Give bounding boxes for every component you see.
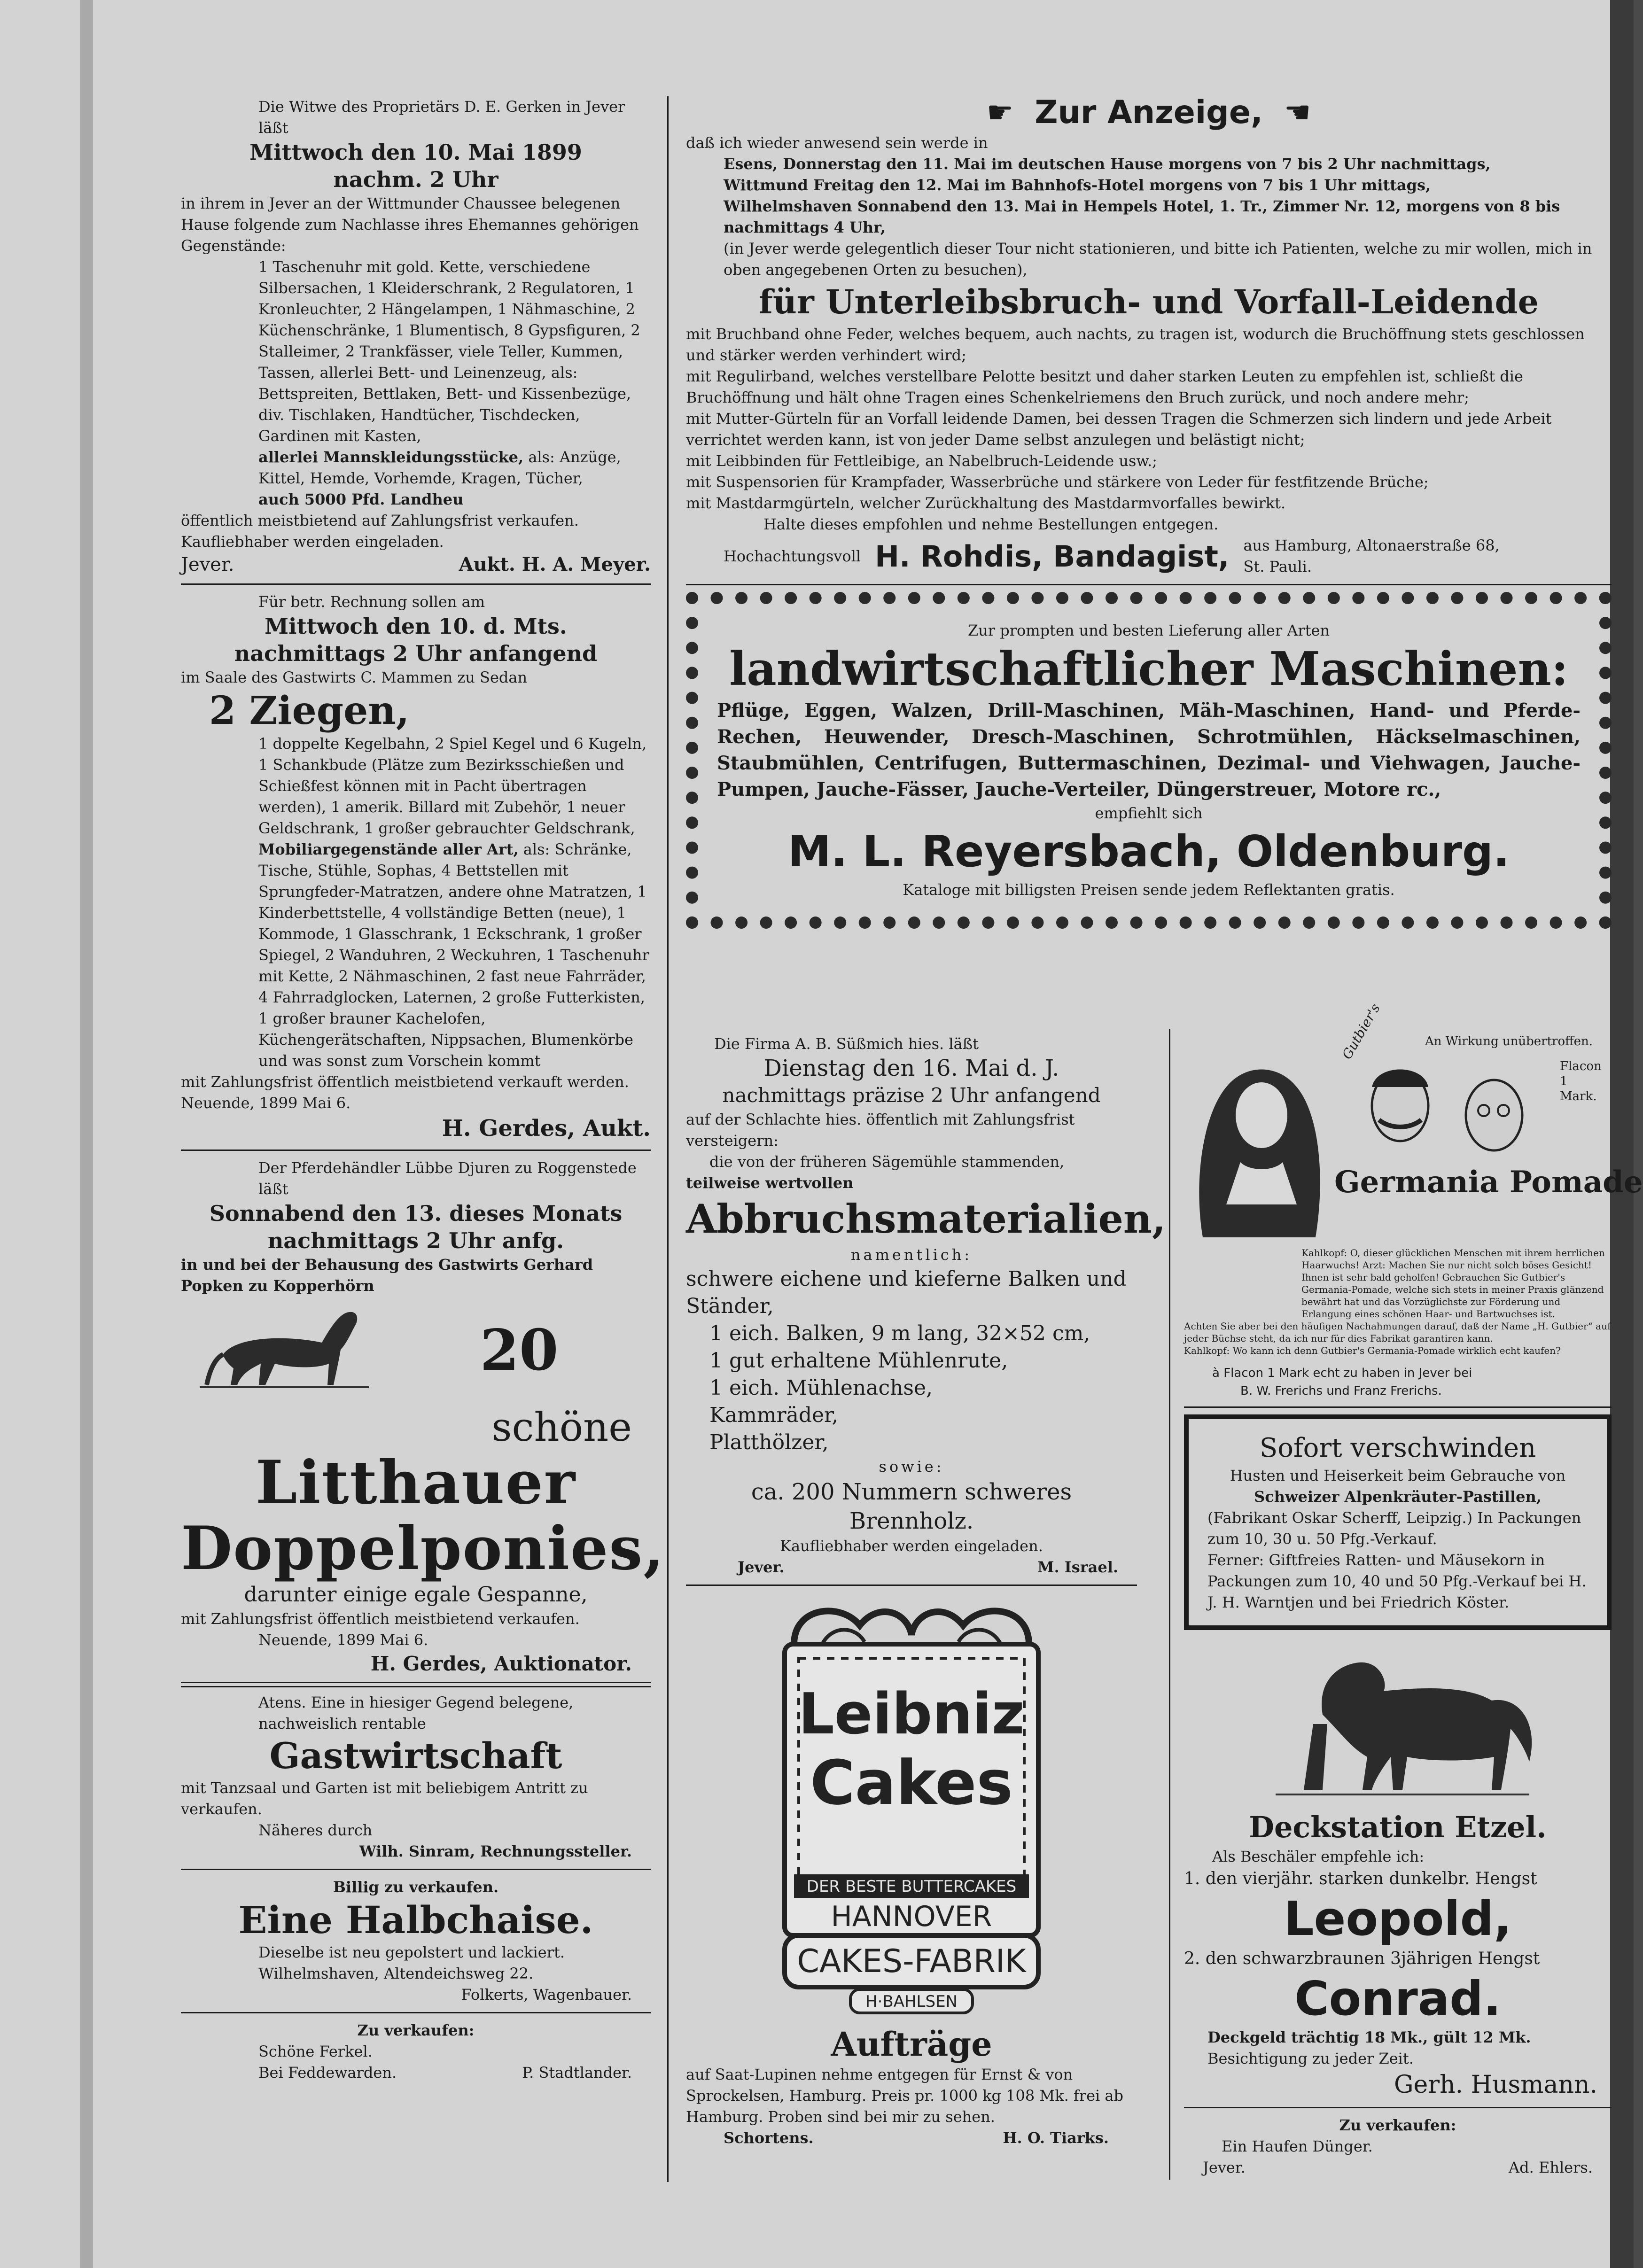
logo-word1: Leibniz	[798, 1682, 1025, 1747]
ad-dateline: Neuende, 1899 Mai 6.	[181, 1094, 351, 1112]
ad-name: H. Rohdis, Bandagist,	[875, 539, 1230, 574]
ad-signature: Gerh. Husmann.	[1394, 2071, 1597, 2099]
ad-headline: 2 Ziegen,	[209, 688, 410, 733]
ad-line: Wittmund Freitag den 12. Mai im Bahnhofs-Hotel morgens von 7 bis 1 Uhr mittags,	[724, 176, 1431, 194]
ad-dateline: Neuende, 1899 Mai 6.	[258, 1631, 428, 1649]
ad-time: nachmittags präzise 2 Uhr anfangend	[722, 1084, 1101, 1107]
ad-headline: Aufträge	[831, 2025, 992, 2064]
ad-mammen-auction	[181, 591, 651, 1143]
ad-sale: öffentlich meistbietend auf Zahlungsfrist verkaufen.	[181, 512, 579, 529]
ad-name-line1: Litthauer	[255, 1448, 576, 1517]
ad-headline: Eine Halbchaise.	[238, 1898, 593, 1942]
ad-line: (in Jever werde gelegentlich dieser Tour nicht stationieren, und bitte ich Patienten, welche zu mir wollen, mich in oben angegebenen Orten zu besuchen),	[724, 240, 1592, 279]
ad-signature: H. O. Tiarks.	[1003, 2129, 1109, 2147]
ad-line: Wilhelmshaven Sonnabend den 13. Mai in Hempels Hotel, 1. Tr., Zimmer Nr. 12, morgens von 8 bis nachmittags 4 Uhr,	[724, 197, 1560, 236]
ad-item: mit Suspensorien für Krampfader, Wasserbrüche und stärkere von Leder für festfitzende Brüche;	[686, 473, 1429, 491]
ad-signature: Folkerts, Wagenbauer.	[461, 1986, 632, 2004]
ad-address: Wilhelmshaven, Altendeichsweg 22.	[258, 1965, 534, 1982]
ad-names: B. W. Frerichs und Franz Frerichs.	[1240, 1384, 1442, 1398]
ad-footer: Kataloge mit billigsten Preisen sende jedem Reflektanten gratis.	[903, 881, 1395, 899]
ad-clothes-label: allerlei Mannskleidungsstücke,	[258, 448, 524, 466]
ad-time: nachmittags 2 Uhr anfangend	[234, 641, 598, 666]
ad-signature: Aukt. H. A. Meyer.	[459, 553, 651, 575]
ad-text: Kahlkopf: O, dieser glücklichen Menschen mit ihrem herrlichen Haarwuchs! Arzt: Machen Sie nur nicht solch böses Gesicht! Ihnen ist sehr bald geholfen! Gebrauchen Sie Gutbier's Germania-Pomade, welche sich stets in meiner Praxis glänzend bewährt hat und das Vorzüglichste zur Förderung und Erlangung eines schönen Haar- und Bartwuchses ist.	[1301, 1247, 1605, 1320]
ad-line: Esens, Donnerstag den 11. Mai im deutschen Hause morgens von 7 bis 2 Uhr nachmittags,	[724, 155, 1491, 173]
leibniz-cakes-emblem	[766, 1592, 1057, 2025]
ad-question: Kahlkopf: Wo kann ich denn Gutbier's Germania-Pomade wirklich echt kaufen?	[1184, 1345, 1561, 1356]
ad-germania-pomade	[1184, 1001, 1643, 1400]
divider	[686, 1584, 1137, 1586]
ad-date: Sonnabend den 13. dieses Monats	[209, 1201, 623, 1226]
ad-place: Bei Feddewarden.	[258, 2064, 397, 2082]
ad-partly: teilweise wertvollen	[686, 1174, 854, 1192]
ad-fee: Deckgeld trächtig 18 Mk., gült 12 Mk.	[1207, 2028, 1531, 2046]
ad-stallion2: 2. den schwarzbraunen 3jährigen Hengst	[1184, 1949, 1540, 1968]
ad-date: Mittwoch den 10. Mai 1899	[249, 140, 582, 165]
divider	[1184, 2107, 1612, 2108]
divider	[686, 584, 1612, 585]
ad-headline: Germania Pomade	[1334, 1165, 1643, 1200]
ad-brand: Gutbier's	[1339, 1001, 1383, 1062]
logo-city: HANNOVER	[831, 1900, 992, 1933]
ad-address: aus Hamburg, Altonaerstraße 68, St. Pauli.	[1243, 536, 1500, 575]
ad-stallion1-name: Leopold,	[1284, 1891, 1512, 1946]
ad-greeting: Hochachtungsvoll	[724, 547, 861, 565]
ad-extra: auch 5000 Pfd. Landheu	[258, 490, 464, 508]
ad-venue: in und bei der Behausung des Gastwirts Gerhard Popken zu Kopperhörn	[181, 1256, 593, 1295]
ad-gerken-auction	[181, 96, 651, 577]
ad-leibniz	[686, 1592, 1137, 2149]
divider	[181, 2012, 651, 2013]
ad-intro: Die Witwe des Proprietärs D. E. Gerken in Jever läßt	[258, 98, 625, 137]
ad-item: mit Leibbinden für Fettleibige, an Nabelbruch-Leidende usw.;	[686, 452, 1157, 470]
middle-column	[686, 1033, 1166, 2180]
divider	[181, 583, 651, 585]
logo-word2: Cakes	[810, 1747, 1013, 1818]
ad-date: Dienstag den 16. Mai d. J.	[763, 1055, 1059, 1081]
ad-item: mit Regulirband, welches verstellbare Pelotte besitzt und daher starken Leuten zu empfehlen ist, schließt die Bruchöffnung und hält ohne Tragen eines Schenkelriemens den Bruch zurück, und noch andere mehr;	[686, 367, 1523, 406]
ad-sub: darunter einige egale Gespanne,	[244, 1583, 588, 1607]
ad-time: nachm. 2 Uhr	[333, 167, 498, 192]
ad-more: Näheres durch	[258, 1821, 373, 1839]
ad-body: mit Tanzsaal und Garten ist mit beliebigem Antritt zu verkaufen.	[181, 1779, 588, 1818]
ad-recommends: empfiehlt sich	[1095, 804, 1203, 822]
ad-item: Schöne Ferkel.	[258, 2043, 373, 2060]
ad-tagline: An Wirkung unübertroffen.	[1425, 1034, 1593, 1049]
ad-wood: ca. 200 Nummern schweres Brennholz.	[751, 1479, 1072, 1534]
ad-intro: Die Firma A. B. Süßmich hies. läßt	[714, 1035, 979, 1053]
ad-djuren-ponies	[181, 1157, 665, 1677]
ad-time: nachmittags 2 Uhr anfg.	[267, 1228, 564, 1253]
ad-signature: Wilh. Sinram, Rechnungssteller.	[359, 1842, 632, 1860]
logo-fab: CAKES-FABRIK	[797, 1943, 1026, 1980]
ad-halbchaise	[181, 1877, 651, 2005]
ad-headline: Abbruchsmaterialien,	[686, 1196, 1166, 1242]
ad-duenger	[1184, 2115, 1612, 2178]
divider	[1184, 1406, 1612, 1408]
ad-intro: Zur prompten und besten Lieferung aller Arten	[967, 621, 1330, 639]
ad-adjective: schöne	[491, 1404, 632, 1450]
ad-items: 1 doppelte Kegelbahn, 2 Spiel Kegel und 6 Kugeln, 1 Schankbude (Plätze zum Bezirksschießen und Schießfest können mit in Pacht übertragen werden), 1 amerik. Billard mit Zubehör, 1 neuer Geldschrank, 1 großer gebrauchter Geldschrank,	[258, 735, 647, 837]
ad-place: Jever.	[181, 554, 234, 575]
ad-place: Jever.	[1203, 2159, 1246, 2176]
ad-sofort	[1184, 1414, 1612, 1630]
ad-headline: Gastwirtschaft	[269, 1735, 562, 1777]
ad-ferkel	[181, 2020, 651, 2083]
ad-sale: mit Zahlungsfrist öffentlich meistbietend verkauft werden.	[181, 1073, 629, 1091]
ad-list: Pflüge, Eggen, Walzen, Drill-Maschinen, Mäh-Maschinen, Hand- und Pferde-Rechen, Heuwender, Dresch-Maschinen, Schrotmühlen, Häckselmaschinen, Staubmühlen, Centrifugen, Buttermaschinen, Dezimal- und Viehwagen, Jauche-Pumpen, Jauche-Fässer, Jauche-Verteiler, Düngerstreuer, Motore rc.,	[717, 699, 1581, 800]
logo-tag: DER BESTE BUTTERCAKES	[806, 1877, 1017, 1896]
ad-body: Dieselbe ist neu gepolstert und lackiert.	[258, 1943, 565, 1961]
ad-line: (Fabrikant Oskar Scherff, Leipzig.) In Packungen zum 10, 30 u. 50 Pfg.-Verkauf.	[1207, 1509, 1581, 1548]
ad-body: in ihrem in Jever an der Wittmunder Chaussee belegenen Hause folgende zum Nachlasse ihres Ehemannes gehörigen Gegenstände:	[181, 194, 639, 255]
ad-line: daß ich wieder anwesend sein werde in	[686, 134, 988, 152]
ad-signature: M. Israel.	[1037, 1558, 1118, 1576]
ad-view: Besichtigung zu jeder Zeit.	[1207, 2050, 1414, 2067]
ad-sale: mit Zahlungsfrist öffentlich meistbietend verkaufen.	[181, 1610, 580, 1628]
ad-item: schwere eichene und kieferne Balken und Ständer,	[686, 1267, 1127, 1318]
ad-item: Platthölzer,	[709, 1430, 829, 1454]
ad-intro: Als Beschäler empfehle ich:	[1212, 1848, 1425, 1865]
ad-headline: Deckstation Etzel.	[1249, 1810, 1547, 1844]
ad-item: Kammräder,	[709, 1403, 839, 1427]
ad-intro: Zu verkaufen:	[1339, 2116, 1456, 2134]
ad-intro: Für betr. Rechnung sollen am	[258, 593, 485, 611]
ad-place: Schortens.	[724, 2129, 814, 2147]
right-top-column	[686, 94, 1612, 1012]
ad-line: Ferner: Giftfreies Ratten- und Mäusekorn in Packungen zum 10, 40 und 50 Pfg.-Verkauf bei H. J. H. Warntjen und bei Friedrich Köster.	[1207, 1551, 1587, 1611]
ad-intro: Billig zu verkaufen.	[333, 1878, 499, 1896]
divider	[181, 1869, 651, 1870]
horse-illustration	[181, 1298, 388, 1403]
ad-item: 1 eich. Balken, 9 m lang, 32×52 cm,	[709, 1321, 1090, 1345]
pointing-hand-icon: ☛	[1284, 95, 1311, 130]
ad-furniture-label: Mobiliargegenstände aller Art,	[258, 840, 519, 858]
ad-name: M. L. Reyersbach, Oldenburg.	[788, 826, 1510, 877]
far-right-column	[1184, 1001, 1643, 2180]
ad-body: auf der Schlachte hies. öffentlich mit Zahlungsfrist versteigern:	[686, 1111, 1075, 1150]
ad-intro: Zu verkaufen:	[357, 2021, 475, 2039]
ad-item: mit Mastdarmgürteln, welcher Zurückhaltung des Mastdarmvorfalles bewirkt.	[686, 494, 1286, 512]
ad-signature: Ad. Ehlers.	[1509, 2159, 1593, 2176]
ad-deckstation	[1184, 1639, 1612, 2100]
ad-price-tag: Flacon 1 Mark.	[1560, 1059, 1602, 1103]
ad-clothes: als: Anzüge, Kittel, Hemde, Vorhemde, Kragen, Tücher,	[258, 448, 621, 487]
pointing-hand-icon: ☛	[986, 95, 1014, 130]
ad-namely: namentlich:	[850, 1246, 973, 1264]
column-rule-left	[667, 96, 669, 2182]
ad-item: Ein Haufen Dünger.	[1222, 2137, 1373, 2155]
ad-warning: Achten Sie aber bei den häufigen Nachahmungen darauf, daß der Name „H. Gutbier“ auf jeder Büchse steht, da ich nur für dies Fabrikat garantiren kann.	[1184, 1320, 1611, 1344]
logo-maker: H·BAHLSEN	[865, 1992, 958, 2011]
ad-intro: Atens. Eine in hiesiger Gegend belegene, nachweislich rentable	[258, 1693, 574, 1732]
ad-signature: P. Stadtlander.	[522, 2064, 632, 2082]
column-rule-middle	[1169, 1029, 1170, 2180]
ad-headline: landwirtschaftlicher Maschinen:	[729, 642, 1568, 696]
page-edge	[1610, 0, 1634, 2268]
ad-closing: Halte dieses empfohlen und nehme Bestellungen entgegen.	[763, 515, 1219, 533]
left-column	[181, 96, 665, 2173]
ad-gastwirtschaft	[181, 1692, 651, 1862]
ad-product: Schweizer Alpenkräuter-Pastillen,	[1254, 1488, 1542, 1506]
ad-from: die von der früheren Sägemühle stammenden,	[709, 1153, 1065, 1171]
ad-body: auf Saat-Lupinen nehme entgegen für Ernst & von Sprockelsen, Hamburg. Preis pr. 1000 kg 108 Mk. frei ab Hamburg. Proben sind bei mir zu sehen.	[686, 2066, 1123, 2126]
ad-item: 1 eich. Mühlenachse,	[709, 1376, 933, 1400]
ad-israel	[686, 1033, 1166, 1578]
horse-icon	[181, 1298, 383, 1401]
ad-furniture: als: Schränke, Tische, Stühle, Sophas, 4 Bettstellen mit Sprungfeder-Matratzen, andere ohne Matratzen, 1 Kinderbettstelle, 4 vollständige Betten (neue), 1 Kommode, 1 Glasschrank, 1 Eckschrank, 1 großer Spiegel, 2 Wanduhren, 2 Weckuhren, 1 Taschenuhr mit Kette, 2 Nähmaschinen, 2 fast neue Fahrräder, 4 Fahrradglocken, Laternen, 2 große Futterkisten, 1 großer brauner Kachelofen, Küchengerätschaften, Nippsachen, Blumenkörbe und was sonst zum Vorschein kommt	[258, 840, 649, 1070]
ad-signature: H. Gerdes, Auktionator.	[370, 1652, 632, 1675]
ad-reyersbach	[686, 592, 1612, 929]
woman-portrait-illustration	[1184, 1049, 1334, 1247]
ad-stallion1: 1. den vierjähr. starken dunkelbr. Hengst	[1184, 1869, 1537, 1888]
ad-place: Jever.	[738, 1558, 785, 1576]
page-spine	[80, 0, 93, 2268]
leibniz-logo	[686, 1592, 1137, 2025]
ad-headline: Sofort verschwinden	[1259, 1433, 1536, 1463]
horse-icon	[1247, 1639, 1548, 1809]
ad-invite: Kaufliebhaber werden eingeladen.	[181, 533, 444, 551]
divider	[181, 1682, 651, 1687]
ad-headline: Zur Anzeige,	[1035, 94, 1263, 131]
ad-item: mit Bruchband ohne Feder, welches bequem, auch nachts, zu tragen ist, wodurch die Bruchöffnung stets geschlossen und stärker werden verhindert wird;	[686, 325, 1585, 364]
ad-intro: Der Pferdehändler Lübbe Djuren zu Roggenstede läßt	[258, 1159, 637, 1198]
ad-item: mit Mutter-Gürteln für an Vorfall leidende Damen, bei dessen Tragen die Schmerzen sich lindern und jede Arbeit verrichtet werden kann, ist von jeder Dame selbst anzulegen und belästigt nicht;	[686, 410, 1552, 449]
ad-invite: Kaufliebhaber werden eingeladen.	[780, 1537, 1043, 1555]
ad-stallion2-name: Conrad.	[1294, 1971, 1501, 2026]
ad-headline2: für Unterleibsbruch- und Vorfall-Leidende	[758, 282, 1539, 321]
stallion-illustration	[1184, 1639, 1612, 1809]
ad-line: Husten und Heiserkeit beim Gebrauche von	[1230, 1467, 1566, 1484]
ad-date: Mittwoch den 10. d. Mts.	[265, 614, 567, 639]
ad-item: 1 gut erhaltene Mühlenrute,	[709, 1349, 1008, 1373]
ad-rohdis	[686, 94, 1612, 577]
divider	[181, 1150, 651, 1151]
men-portraits-illustration	[1334, 1049, 1560, 1162]
ad-also: sowie:	[879, 1458, 944, 1476]
ad-number: 20	[480, 1317, 559, 1383]
ad-name-line2: Doppelponies,	[181, 1514, 665, 1583]
ad-venue: im Saale des Gastwirts C. Mammen zu Sedan	[181, 668, 528, 686]
ad-signature: H. Gerdes, Aukt.	[442, 1115, 651, 1142]
ad-items: 1 Taschenuhr mit gold. Kette, verschiedene Silbersachen, 1 Kleiderschrank, 2 Regulatoren, 1 Kronleuchter, 2 Hängelampen, 1 Nähmaschine, 2 Küchenschränke, 1 Blumentisch, 8 Gypsfiguren, 2 Stalleimer, 2 Trankfässer, viele Teller, Kummen, Tassen, allerlei Bett- und Leinenzeug, als: Bettspreiten, Bettlaken, Bett- und Kissenbezüge, div. Tischlaken, Handtücher, Tischdecken, Gardinen mit Kasten,	[258, 258, 640, 445]
ad-seller: à Flacon 1 Mark echt zu haben in Jever bei	[1212, 1366, 1472, 1380]
